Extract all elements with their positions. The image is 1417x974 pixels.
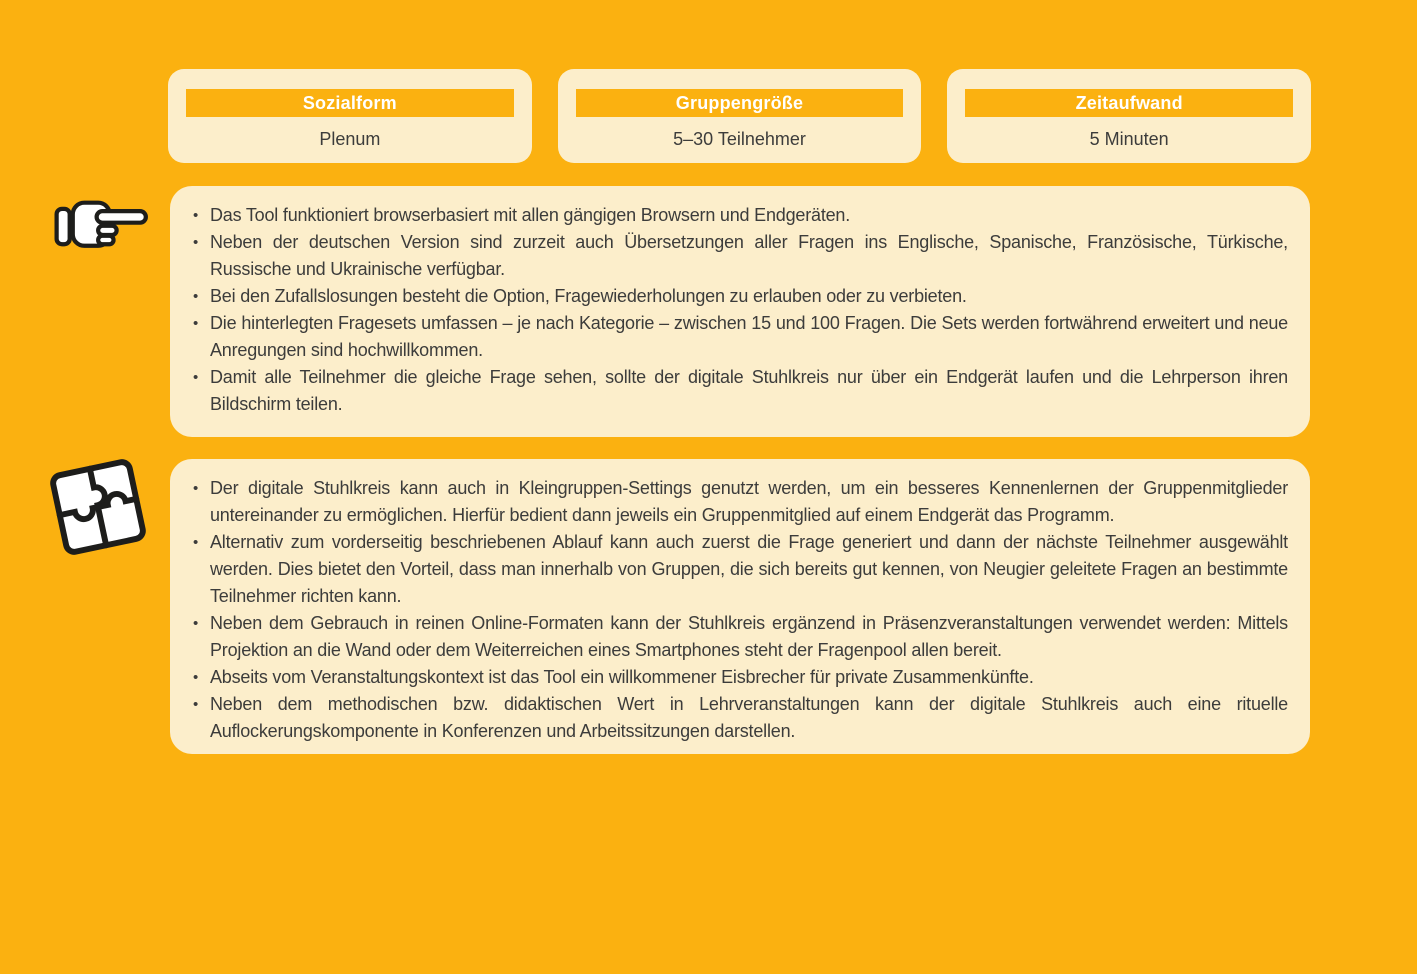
bullet-list	[170, 186, 1310, 434]
list-item: • Neben dem Gebrauch in reinen Online-Formaten kann der Stuhlkreis ergänzend in Präsenzveranstaltungen verwendet werden: Mittels Projektion an die Wand oder dem Weiterreichen eines Smartphones steht der Fragenpool allen bereit.	[170, 610, 1288, 664]
card-label-bar	[965, 89, 1293, 117]
card-label: Gruppengröße	[675, 92, 804, 113]
card-label: Sozialform	[302, 92, 397, 113]
tool-notes-panel	[170, 186, 1310, 437]
list-item: • Neben dem methodischen bzw. didaktischen Wert in Lehrveranstaltungen kann der digitale Stuhlkreis auch eine rituelle Auflockerungskomponente in Konferenzen und Arbeitssitzungen darstellen.	[170, 691, 1288, 745]
card-value: Plenum	[319, 129, 381, 149]
list-item: • Bei den Zufallslosungen besteht die Option, Fragewiederholungen zu erlauben oder zu verbieten.	[170, 283, 1288, 310]
card-value: 5–30 Teilnehmer	[673, 129, 806, 149]
pointing-hand-icon	[52, 190, 152, 260]
list-item: • Das Tool funktioniert browserbasiert mit allen gängigen Browsern und Endgeräten.	[170, 202, 1288, 229]
list-item: • Abseits vom Veranstaltungskontext ist das Tool ein willkommener Eisbrecher für private Zusammenkünfte.	[170, 664, 1288, 691]
bullet-list	[170, 459, 1310, 761]
list-item: • Alternativ zum vorderseitig beschriebenen Ablauf kann auch zuerst die Frage generiert und dann der nächste Teilnehmer ausgewählt werden. Dies bietet den Vorteil, dass man innerhalb von Gruppen, die sich bereits gut kennen, von Neugier geleitete Fragen an bestimmte Teilnehmer richten kann.	[170, 529, 1288, 610]
card-value: 5 Minuten	[1089, 129, 1169, 149]
card-label-bar	[576, 89, 904, 117]
card-label: Zeitaufwand	[1075, 92, 1183, 113]
list-item: • Die hinterlegten Fragesets umfassen – je nach Kategorie – zwischen 15 und 100 Fragen. Die Sets werden fortwährend erweitert und neue Anregungen sind hochwillkommen.	[170, 310, 1288, 364]
puzzle-icon	[48, 452, 148, 562]
list-item: • Damit alle Teilnehmer die gleiche Frage sehen, sollte der digitale Stuhlkreis nur über ein Endgerät laufen und die Lehrperson ihren Bildschirm teilen.	[170, 364, 1288, 418]
list-item: • Der digitale Stuhlkreis kann auch in Kleingruppen-Settings genutzt werden, um ein besseres Kennenlernen der Gruppenmitglieder untereinander zu ermöglichen. Hierfür bedient dann jeweils ein Gruppenmitglied auf einem Endgerät das Programm.	[170, 475, 1288, 529]
variants-panel	[170, 459, 1310, 754]
info-card-gruppengroesse	[558, 69, 922, 163]
list-item: • Neben der deutschen Version sind zurzeit auch Übersetzungen aller Fragen ins Englische, Spanische, Französische, Türkische, Russische und Ukrainische verfügbar.	[170, 229, 1288, 283]
info-card-sozialform	[168, 69, 532, 163]
info-card-zeitaufwand	[947, 69, 1311, 163]
info-card-row	[168, 69, 1311, 163]
card-label-bar	[186, 89, 514, 117]
